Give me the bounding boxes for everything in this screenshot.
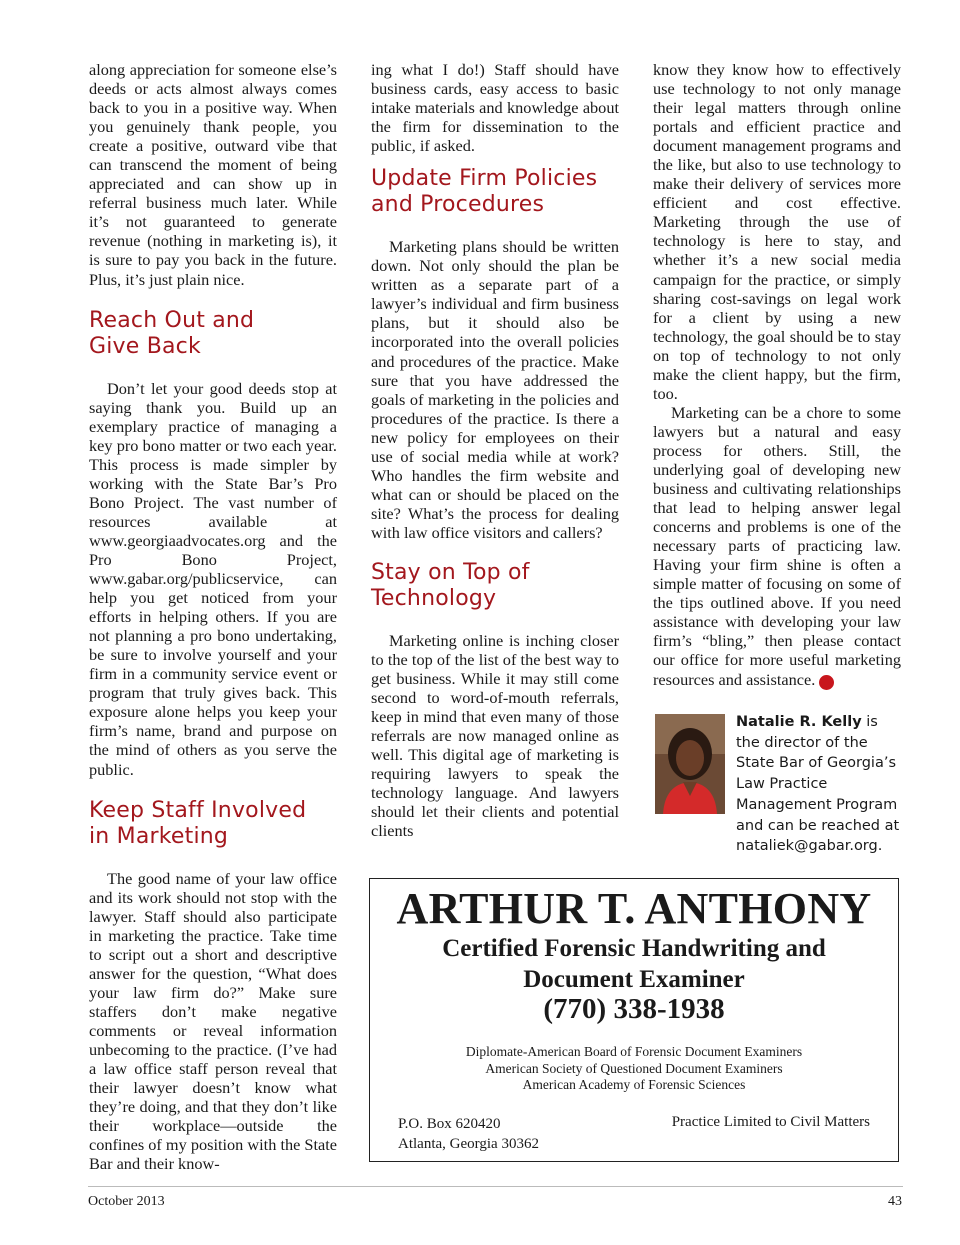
ad-credential: Diplomate-American Board of Forensic Document Examiners [465, 1044, 803, 1059]
ad-practice: Practice Limited to Civil Matters [671, 1114, 870, 1130]
paragraph [653, 403, 901, 690]
author-name: Natalie R. Kelly [736, 714, 862, 730]
page-number: 43 [888, 1194, 902, 1209]
ad-address-line: Atlanta, Georgia 30362 [398, 1136, 539, 1152]
paragraph: ing what I do!) Staff should have business cards, easy access to basic intake materials and knowledge about the firm for dissemination to the public, if asked. [371, 60, 619, 156]
column-1 [89, 60, 337, 1173]
column-3 [653, 60, 901, 690]
author-bio-text: is the director of the State Bar of Georgia’s Law Practice Management Program and can be reached at nataliek@gabar.org. [736, 714, 900, 855]
section-heading: Reach Out and Give Back [89, 307, 255, 359]
ad-address [398, 1114, 539, 1154]
ad-credential: American Academy of Forensic Sciences [522, 1077, 746, 1092]
ad-name: ARTHUR T. ANTHONY [396, 884, 872, 933]
paragraph-text: Marketing can be a chore to some lawyers but a natural and easy process for others. Still, the underlying goal of developing new business and cultivating relationships that lead to helping answer legal concerns and problems is one of the necessary parts of practicing law. Having your firm shine is often a simple matter of focusing on some of the tips outlined above. If you need assistance with developing your law firm’s “bling,” then please contact our office for more useful marketing resources and assistance. [653, 402, 901, 689]
author-photo [655, 714, 725, 814]
section-heading: Keep Staff Involved in Marketing [89, 797, 307, 849]
section-heading: Stay on Top of Technology [371, 559, 530, 611]
paragraph: know they know how to effectively use technology to not only manage their legal matters through online portals and efficient practice and document management programs and the like, but also to use technology to make their delivery of services more efficient and cost effective. Marketing through the use of technology is here to stay, and whether it’s a new social media campaign for the practice, or simply sharing cost-savings on legal work for a client by using a new technology, the goal should be to stay on top of technology to not only make the client happy, but the firm, too. [653, 60, 901, 403]
ad-address-line: P.O. Box 620420 [398, 1116, 501, 1132]
ad-phone: (770) 338-1938 [543, 993, 725, 1025]
advertisement [369, 878, 899, 1162]
paragraph: Marketing plans should be written down. Not only should the plan be written as a separate part of a lawyer’s individual and firm business plans, but it should also be incorporated into the overall policies and procedures of the practice. Make sure that you have addressed the goals of marketing in the policies and procedures of the practice. Is there a new policy for employees on their use of social media while at work? Who handles the firm website and what can or should be placed on the site? What’s the process for dealing with law office visitors and callers? [371, 237, 619, 542]
footer-issue: October 2013 [88, 1194, 165, 1209]
paragraph: Don’t let your good deeds stop at saying thank you. Build up an exemplary practice of managing a key pro bono matter or two each year. This process is made simpler by working with the State Bar’s Pro Bono Project. The vast number of resources available at www.georgiaadvocates.org and the Pro Bono Project, www.gabar.org/publicservice, can help you get noticed from your efforts in helping others. If you are not planning a pro bono undertaking, be sure to involve yourself and your firm in a community service event or program that truly gives back. This exposure alone helps you keep your firm’s name, brand and purpose on the mind of others as you serve the public. [89, 378, 337, 779]
ad-credentials [370, 1044, 898, 1094]
section-heading: Update Firm Policies and Procedures [371, 166, 598, 218]
column-2 [371, 60, 619, 841]
paragraph: along appreciation for someone else’s deeds or acts almost always comes back to you in a positive way. When you genuinely thank people, you create a positive, outward vibe that can transcend the moment of being appreciated and can show up in referral business much later. While it’s not guaranteed to generate revenue (nothing in marketing is), it is sure to pay you back in the future. Plus, it’s just plain nice. [89, 60, 337, 289]
ad-title [370, 933, 898, 995]
ad-title-line: Certified Forensic Handwriting and [442, 935, 826, 962]
gbj-end-mark-icon: GBJ [819, 675, 834, 690]
ad-title-line: Document Examiner [523, 966, 745, 993]
footer-divider [88, 1186, 903, 1187]
paragraph: Marketing online is inching closer to the top of the list of the best way to get business. While it may still come second to word-of-mouth referrals, keep in mind that even many of those referrals are now managed online as well. This digital age of marketing is requiring lawyers to speak the technology language. And lawyers should let their clients and potential clients [371, 630, 619, 841]
author-bio [736, 712, 906, 857]
paragraph: The good name of your law office and its work should not stop with the lawyer. Staff should also participate in marketing the practice. Take time to script out a short and descriptive answer for the question, “What does your law firm do?” Make sure staffers don’t make negative comments or reveal information unbecoming to the practice. (I’ve had a law office staff person reveal that their lawyer doesn’t know what they’re doing, and that they don’t like their workplace—outside the confines of my position with the State Bar and their know- [89, 868, 337, 1174]
ad-credential: American Society of Questioned Document Examiners [485, 1060, 783, 1076]
